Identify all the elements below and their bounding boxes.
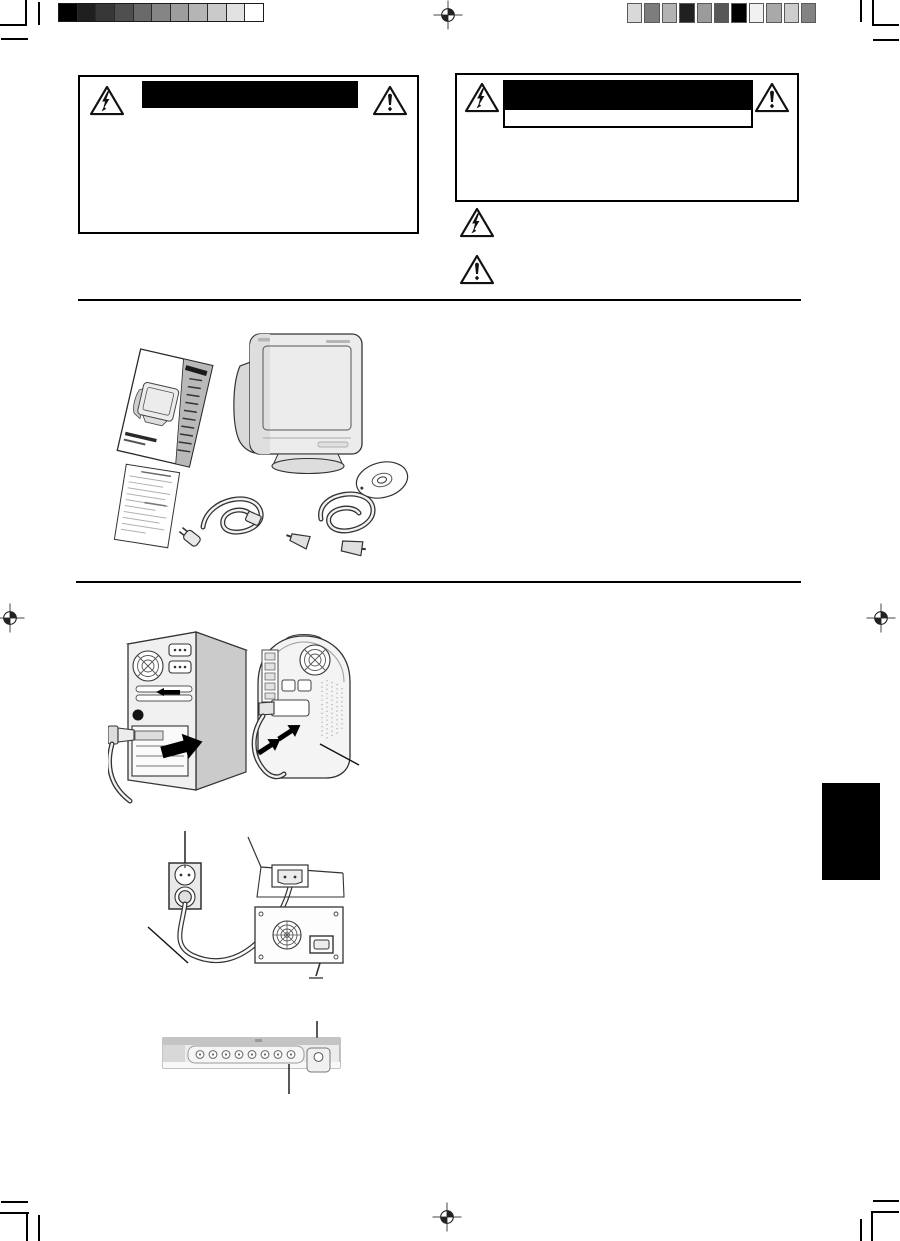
inserted-plug (179, 891, 192, 904)
grayscale-calibration-bar (58, 3, 264, 22)
imac-rear-illustration (254, 635, 350, 779)
vga-port (135, 731, 163, 740)
calibration-swatch (731, 3, 746, 23)
pc-tower-rear-illustration (108, 632, 246, 801)
package-contents-illustration (90, 328, 435, 568)
section-divider (78, 299, 801, 301)
page-edge-tab (822, 783, 880, 880)
calibration-swatch (766, 3, 781, 23)
crt-monitor-illustration (234, 334, 362, 474)
power-cable-illustration (177, 499, 261, 548)
safety-warning-panel-right (455, 73, 799, 202)
fan-grille (133, 651, 163, 681)
crop-mark-bottom-right (860, 1219, 862, 1241)
registration-target-icon (432, 1202, 462, 1232)
panel-title-bar (142, 81, 358, 108)
vga-connector (284, 529, 310, 548)
safety-warning-panel-left (78, 75, 419, 234)
exclamation-warning-triangle-icon (459, 254, 495, 285)
crop-mark-bottom-left (38, 1215, 40, 1241)
calibration-swatch (227, 4, 246, 21)
vga-recess (271, 700, 309, 716)
registration-target-icon (866, 603, 896, 633)
calibration-swatch (644, 3, 659, 23)
calibration-swatch (801, 3, 816, 23)
panel-subtitle-box (503, 108, 753, 128)
power-plug (177, 525, 201, 547)
connector-cord-stub (316, 963, 320, 976)
crop-mark-top-right (873, 39, 899, 41)
calibration-swatch (59, 4, 78, 21)
crop-mark-top-right (872, 0, 874, 26)
ac-inlet (278, 870, 302, 884)
crop-mark-top-right (860, 0, 862, 22)
computer-connection-illustration (108, 616, 363, 806)
user-manual-booklet-illustration (117, 349, 212, 467)
tint-calibration-bar (627, 3, 816, 23)
lightning-warning-triangle-icon (459, 207, 495, 238)
monitor-rear-underside-illustration (248, 837, 344, 978)
calibration-swatch (697, 3, 712, 23)
calibration-swatch (78, 4, 97, 21)
crop-mark-bottom-left (1, 1201, 28, 1203)
fan-grille (300, 645, 330, 675)
calibration-swatch (134, 4, 153, 21)
port-strip (262, 650, 278, 702)
din-port (133, 710, 144, 721)
signal-cable-illustration (284, 494, 373, 556)
section-divider (76, 581, 801, 583)
calibration-swatch (662, 3, 677, 23)
calibration-swatch (189, 4, 208, 21)
crop-mark-top-left (38, 2, 40, 25)
calibration-swatch (749, 3, 764, 23)
exclamation-warning-triangle-icon (372, 85, 408, 116)
exclamation-warning-triangle-icon (754, 82, 790, 113)
crop-mark-top-left (25, 0, 27, 26)
crop-mark-top-right (872, 24, 899, 26)
calibration-swatch (115, 4, 134, 21)
crop-mark-bottom-left (26, 1212, 28, 1241)
calibration-swatch (627, 3, 642, 23)
calibration-swatch (679, 3, 694, 23)
front-control-panel-illustration (160, 1013, 345, 1098)
crop-mark-bottom-right (873, 1200, 899, 1202)
power-connection-illustration (130, 823, 375, 993)
fan-grille (273, 921, 301, 949)
crop-mark-bottom-right (871, 1211, 899, 1213)
calibration-swatch (714, 3, 729, 23)
lightning-warning-triangle-icon (464, 82, 500, 113)
calibration-swatch (96, 4, 115, 21)
calibration-swatch (208, 4, 227, 21)
calibration-swatch (784, 3, 799, 23)
crop-mark-bottom-right (871, 1211, 873, 1241)
calibration-swatch (171, 4, 190, 21)
crop-mark-top-left (0, 24, 27, 26)
panel-title-bar (503, 80, 753, 108)
registration-target-icon (0, 603, 25, 633)
calibration-swatch (152, 4, 171, 21)
lightning-warning-triangle-icon (89, 85, 125, 116)
crop-mark-top-left (1, 38, 28, 40)
warranty-card-illustration (114, 464, 179, 548)
registration-target-icon (433, 0, 463, 30)
calibration-swatch (245, 4, 263, 21)
crop-mark-bottom-left (0, 1212, 29, 1214)
vga-connector (341, 539, 367, 556)
power-button (307, 1048, 330, 1072)
